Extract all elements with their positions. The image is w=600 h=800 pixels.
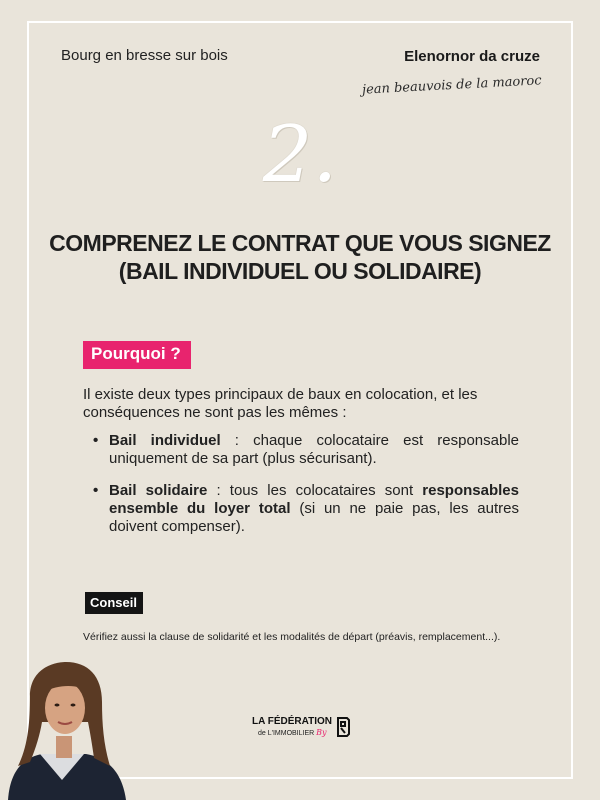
federation-logo [252,716,352,746]
list-item-bail-individuel [93,432,519,468]
list-item-bail-solidaire [93,482,519,536]
section-number: 2. [262,110,338,200]
bullet2-description-end: (si un ne paie pas, les autres doivent compenser). [109,500,519,535]
title-line-1: COMPRENEZ LE CONTRAT QUE VOUS SIGNEZ [49,230,551,256]
bullet2-term: Bail solidaire [109,482,208,499]
conseil-text: Vérifiez aussi la clause de solidarité et les modalités de départ (préavis, remplacement...). [83,631,501,643]
bullet1-term: Bail individuel [109,432,221,449]
bullet-icon: • [93,432,99,449]
intro-paragraph: Il existe deux types principaux de baux en colocation, et les conséquences ne sont pas les mêmes : [83,386,478,421]
location-text: Bourg en bresse sur bois [61,47,228,64]
bullet2-emphasis: responsables ensemble du loyer total [109,482,519,517]
bullet2-description: : tous les colocataires sont [207,482,423,499]
signature: jean beauvois de la maoroc [362,73,543,98]
logo-line-1: LA FÉDÉRATION [252,716,332,727]
author-portrait-image [0,662,130,800]
logo-script: By [316,728,327,737]
title-line-2: (BAIL INDIVIDUEL OU SOLIDAIRE) [118,258,482,284]
logo-mark-icon [336,717,350,737]
lease-type-list [93,432,519,550]
pourquoi-badge: Pourquoi ? [83,341,191,369]
bullet1-description: : chaque colocataire est responsable uniquement de sa part (plus sécurisant). [109,432,519,467]
logo-line-2: de L'IMMOBILIER By [258,728,327,737]
page-title [30,229,570,285]
conseil-badge: Conseil [85,592,143,614]
author-name: Elenornor da cruze [404,48,540,65]
bullet-icon: • [93,482,99,499]
